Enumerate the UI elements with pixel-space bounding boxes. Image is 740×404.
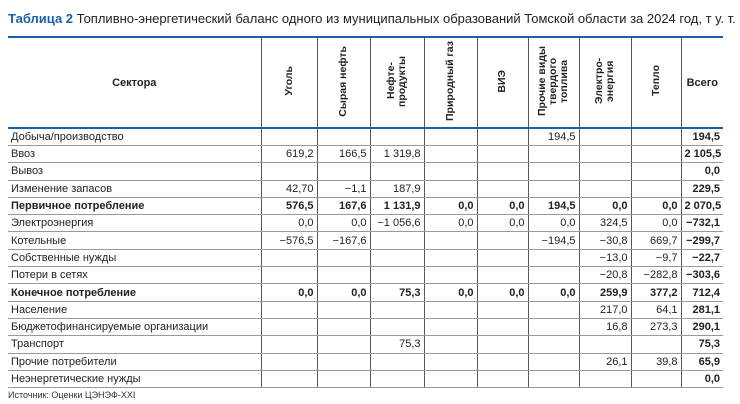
table-cell xyxy=(477,353,528,370)
header-column: Природный газ xyxy=(424,37,477,128)
table-cell: −9,7 xyxy=(631,249,681,266)
table-cell xyxy=(424,128,477,146)
table-cell xyxy=(631,163,681,180)
table-cell xyxy=(528,318,579,335)
table-cell: −1,1 xyxy=(317,180,370,197)
table-row xyxy=(8,197,723,214)
table-cell xyxy=(424,301,477,318)
table-cell xyxy=(477,336,528,353)
table-cell xyxy=(317,267,370,284)
table-cell xyxy=(528,146,579,163)
table-cell xyxy=(317,318,370,335)
table-cell: 42,70 xyxy=(261,180,317,197)
table-row xyxy=(8,215,723,232)
row-label: Неэнергетические нужды xyxy=(8,370,261,387)
table-row xyxy=(8,163,723,180)
table-cell: 0,0 xyxy=(261,284,317,301)
row-label: Потери в сетях xyxy=(8,267,261,284)
energy-balance-table xyxy=(8,36,723,388)
table-cell xyxy=(424,318,477,335)
row-label: Первичное потребление xyxy=(8,197,261,214)
table-cell: 0,0 xyxy=(528,284,579,301)
table-cell xyxy=(317,249,370,266)
header-column: Электро-энергия xyxy=(579,37,631,128)
table-cell xyxy=(528,353,579,370)
table-cell xyxy=(317,128,370,146)
table-cell: −1 056,6 xyxy=(370,215,424,232)
table-cell: 0,0 xyxy=(477,197,528,214)
table-cell xyxy=(370,301,424,318)
row-label: Изменение запасов xyxy=(8,180,261,197)
table-cell: 194,5 xyxy=(528,128,579,146)
table-cell: 1 319,8 xyxy=(370,146,424,163)
table-cell: 0,0 xyxy=(477,284,528,301)
table-cell xyxy=(528,370,579,387)
table-cell: 0,0 xyxy=(261,215,317,232)
table-row xyxy=(8,232,723,249)
row-total: −303,6 xyxy=(681,267,723,284)
row-label: Прочие потребители xyxy=(8,353,261,370)
table-header-row xyxy=(8,37,723,128)
header-column: Тепло xyxy=(631,37,681,128)
table-cell xyxy=(631,146,681,163)
table-cell xyxy=(424,180,477,197)
table-cell: 669,7 xyxy=(631,232,681,249)
header-column: Прочие виды твердого топлива xyxy=(528,37,579,128)
row-total: 0,0 xyxy=(681,370,723,387)
table-cell xyxy=(261,249,317,266)
row-total: 0,0 xyxy=(681,163,723,180)
table-cell xyxy=(317,370,370,387)
row-label: Бюджетофинансируемые организации xyxy=(8,318,261,335)
header-column: Сырая нефть xyxy=(317,37,370,128)
table-row xyxy=(8,318,723,335)
table-cell xyxy=(261,353,317,370)
table-cell xyxy=(261,318,317,335)
table-cell: 75,3 xyxy=(370,336,424,353)
table-cell xyxy=(261,336,317,353)
row-label: Добыча/производство xyxy=(8,128,261,146)
table-cell xyxy=(631,336,681,353)
table-cell xyxy=(424,249,477,266)
table-cell xyxy=(317,301,370,318)
table-cell: 194,5 xyxy=(528,197,579,214)
table-cell: −13,0 xyxy=(579,249,631,266)
table-cell: 0,0 xyxy=(424,284,477,301)
table-cell xyxy=(424,146,477,163)
table-cell xyxy=(477,301,528,318)
row-total: −732,1 xyxy=(681,215,723,232)
table-cell xyxy=(261,267,317,284)
row-total: 229,5 xyxy=(681,180,723,197)
table-cell xyxy=(370,370,424,387)
table-row xyxy=(8,284,723,301)
table-cell: 259,9 xyxy=(579,284,631,301)
table-row xyxy=(8,301,723,318)
table-cell xyxy=(370,163,424,180)
table-cell xyxy=(317,336,370,353)
table-row xyxy=(8,336,723,353)
caption-label: Таблица 2 xyxy=(8,11,74,26)
row-label: Собственные нужды xyxy=(8,249,261,266)
table-cell: 0,0 xyxy=(631,197,681,214)
table-row xyxy=(8,180,723,197)
table-cell xyxy=(579,146,631,163)
table-cell: 75,3 xyxy=(370,284,424,301)
table-cell: −194,5 xyxy=(528,232,579,249)
table-cell: 0,0 xyxy=(424,197,477,214)
table-cell: 0,0 xyxy=(317,215,370,232)
table-cell xyxy=(528,336,579,353)
table-row xyxy=(8,128,723,146)
table-cell: −167,6 xyxy=(317,232,370,249)
table-cell xyxy=(528,249,579,266)
table-cell xyxy=(261,370,317,387)
table-cell: 187,9 xyxy=(370,180,424,197)
table-cell: 166,5 xyxy=(317,146,370,163)
table-cell xyxy=(370,249,424,266)
row-total: 2 105,5 xyxy=(681,146,723,163)
table-cell xyxy=(579,180,631,197)
table-cell: 1 131,9 xyxy=(370,197,424,214)
table-cell xyxy=(370,128,424,146)
table-cell xyxy=(317,353,370,370)
table-cell xyxy=(477,318,528,335)
header-sector: Сектора xyxy=(8,37,261,128)
header-column: Нефте-продукты xyxy=(370,37,424,128)
table-cell xyxy=(370,232,424,249)
row-total: −299,7 xyxy=(681,232,723,249)
table-cell xyxy=(261,128,317,146)
table-cell xyxy=(528,180,579,197)
row-total: 194,5 xyxy=(681,128,723,146)
table-cell: 39,8 xyxy=(631,353,681,370)
table-cell: 0,0 xyxy=(477,215,528,232)
table-cell xyxy=(477,370,528,387)
table-cell xyxy=(424,353,477,370)
table-cell xyxy=(528,301,579,318)
table-cell: 273,3 xyxy=(631,318,681,335)
row-label: Транспорт xyxy=(8,336,261,353)
table-cell xyxy=(477,267,528,284)
table-cell: 324,5 xyxy=(579,215,631,232)
row-label: Население xyxy=(8,301,261,318)
table-cell xyxy=(424,163,477,180)
table-cell: 619,2 xyxy=(261,146,317,163)
table-cell: 16,8 xyxy=(579,318,631,335)
table-cell xyxy=(528,163,579,180)
table-cell xyxy=(370,267,424,284)
table-cell xyxy=(477,128,528,146)
table-cell: 0,0 xyxy=(528,215,579,232)
table-cell xyxy=(579,128,631,146)
table-cell: −576,5 xyxy=(261,232,317,249)
table-cell xyxy=(424,336,477,353)
caption-text: Топливно-энергетический баланс одного из муниципальных образований Томской области за 2024 год, т у. т. xyxy=(76,11,736,26)
table-caption xyxy=(8,11,736,26)
table-cell: −282,8 xyxy=(631,267,681,284)
table-cell xyxy=(477,146,528,163)
table-cell xyxy=(631,180,681,197)
row-total: 65,9 xyxy=(681,353,723,370)
table-cell xyxy=(370,318,424,335)
table-cell xyxy=(477,232,528,249)
table-cell: 0,0 xyxy=(631,215,681,232)
row-label: Электроэнергия xyxy=(8,215,261,232)
row-label: Вывоз xyxy=(8,163,261,180)
table-cell: 167,6 xyxy=(317,197,370,214)
table-cell xyxy=(317,163,370,180)
table-cell xyxy=(424,267,477,284)
row-total: 75,3 xyxy=(681,336,723,353)
table-cell xyxy=(579,336,631,353)
table-cell: 64,1 xyxy=(631,301,681,318)
table-cell xyxy=(424,232,477,249)
table-cell xyxy=(631,370,681,387)
table-cell: 26,1 xyxy=(579,353,631,370)
table-row xyxy=(8,146,723,163)
table-row xyxy=(8,267,723,284)
table-cell xyxy=(261,163,317,180)
row-label: Котельные xyxy=(8,232,261,249)
table-row xyxy=(8,353,723,370)
row-label: Ввоз xyxy=(8,146,261,163)
table-cell xyxy=(528,267,579,284)
row-total: 712,4 xyxy=(681,284,723,301)
table-cell xyxy=(579,163,631,180)
table-cell xyxy=(477,163,528,180)
table-row xyxy=(8,370,723,387)
table-cell: 217,0 xyxy=(579,301,631,318)
source-note: Источник: Оценки ЦЭНЭФ-XXI xyxy=(8,390,136,400)
table-cell xyxy=(579,370,631,387)
table-cell: 0,0 xyxy=(424,215,477,232)
table-cell: −20,8 xyxy=(579,267,631,284)
row-total: 2 070,5 xyxy=(681,197,723,214)
table-cell: 576,5 xyxy=(261,197,317,214)
table-cell xyxy=(370,353,424,370)
header-column: ВИЭ xyxy=(477,37,528,128)
table-cell xyxy=(631,128,681,146)
table-cell xyxy=(477,180,528,197)
table-cell: 0,0 xyxy=(579,197,631,214)
header-total: Всего xyxy=(681,37,723,128)
row-total: 281,1 xyxy=(681,301,723,318)
header-column: Уголь xyxy=(261,37,317,128)
row-label: Конечное потребление xyxy=(8,284,261,301)
table-cell: 0,0 xyxy=(317,284,370,301)
table-row xyxy=(8,249,723,266)
table-cell: 377,2 xyxy=(631,284,681,301)
table-cell: −30,8 xyxy=(579,232,631,249)
row-total: −22,7 xyxy=(681,249,723,266)
table-cell xyxy=(424,370,477,387)
row-total: 290,1 xyxy=(681,318,723,335)
table-cell xyxy=(261,301,317,318)
table-cell xyxy=(477,249,528,266)
table-body xyxy=(8,128,723,388)
